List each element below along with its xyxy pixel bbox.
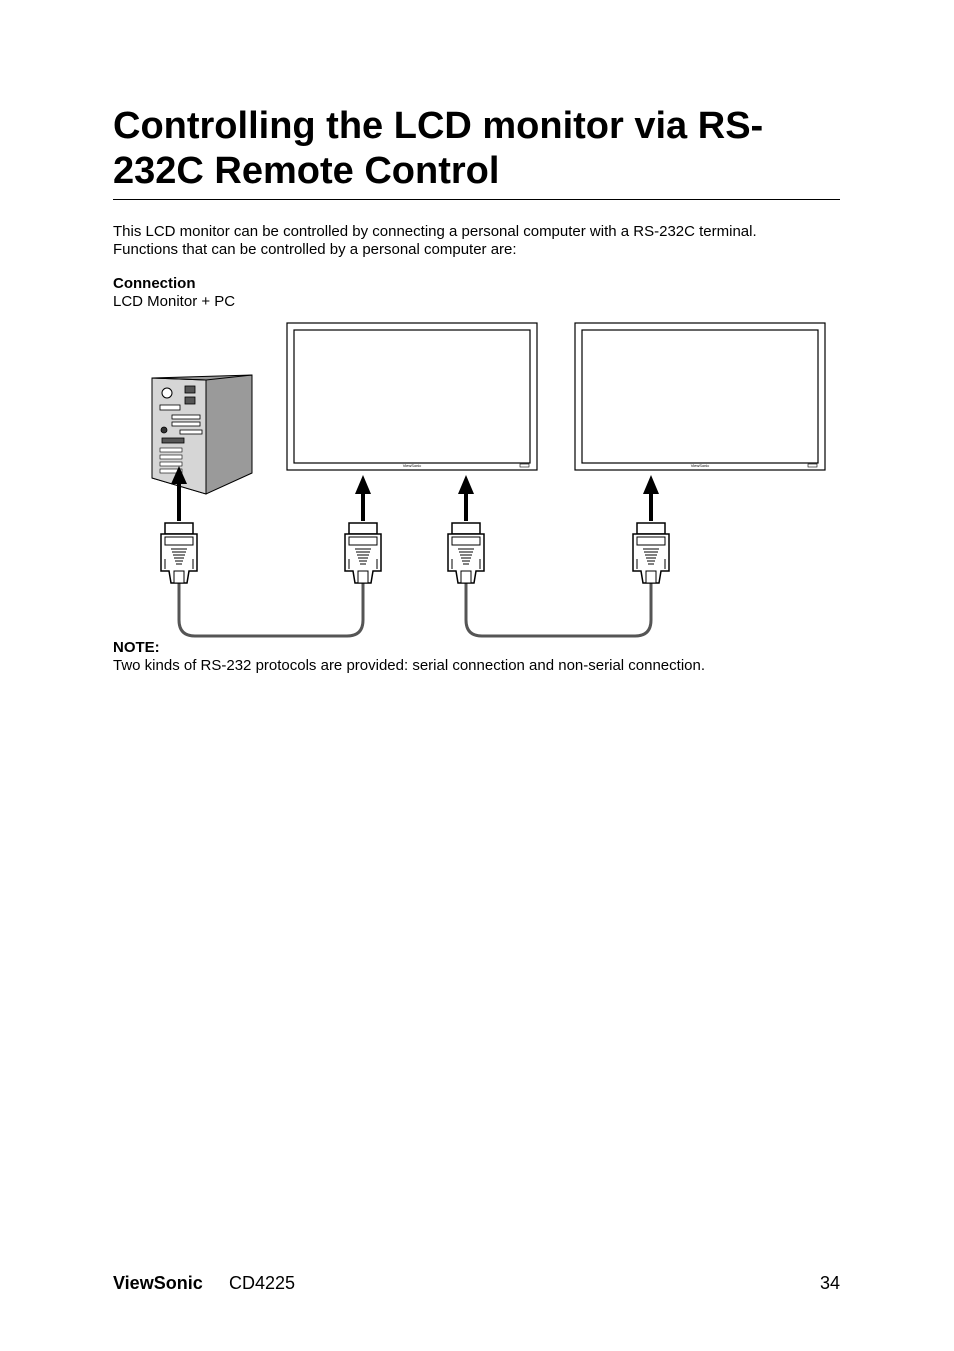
footer-brand: ViewSonic (113, 1273, 203, 1293)
intro-line-1: This LCD monitor can be controlled by connecting a personal computer with a RS-232C terminal. (113, 223, 757, 240)
footer-model: CD4225 (229, 1273, 296, 1293)
note-text: Two kinds of RS-232 protocols are provided: serial connection and non-serial connection. (113, 657, 706, 674)
pc-tower-icon (152, 375, 252, 494)
monitor-1-brand: ViewSonic (402, 463, 422, 468)
arrow-to-monitor-1-left (355, 475, 371, 521)
arrow-to-monitor-2 (643, 475, 659, 521)
intro-line-2: Functions that can be controlled by a personal computer are: (113, 240, 517, 258)
connection-diagram (140, 318, 840, 643)
note-heading: NOTE: (113, 639, 160, 656)
rs232-connector-3-icon (448, 523, 484, 583)
title-divider (113, 199, 840, 200)
page-title: Controlling the LCD monitor via RS-232C Remote Control (113, 105, 764, 192)
arrow-to-monitor-1-right (458, 475, 474, 521)
monitor-2-brand: ViewSonic (690, 463, 710, 468)
rs232-connector-2-icon (345, 523, 381, 583)
rs232-connector-1-icon (161, 523, 197, 583)
cable-pc-to-monitor-1 (179, 580, 363, 636)
lcd-monitor-2 (575, 323, 825, 470)
intro-paragraph (113, 223, 840, 258)
page-number: 34 (819, 1273, 840, 1293)
cable-monitor-1-to-monitor-2 (466, 580, 651, 636)
lcd-monitor-1 (287, 323, 537, 470)
connection-subheading: LCD Monitor + PC (113, 293, 236, 310)
rs232-connector-4-icon (633, 523, 669, 583)
connection-heading: Connection (113, 275, 196, 292)
